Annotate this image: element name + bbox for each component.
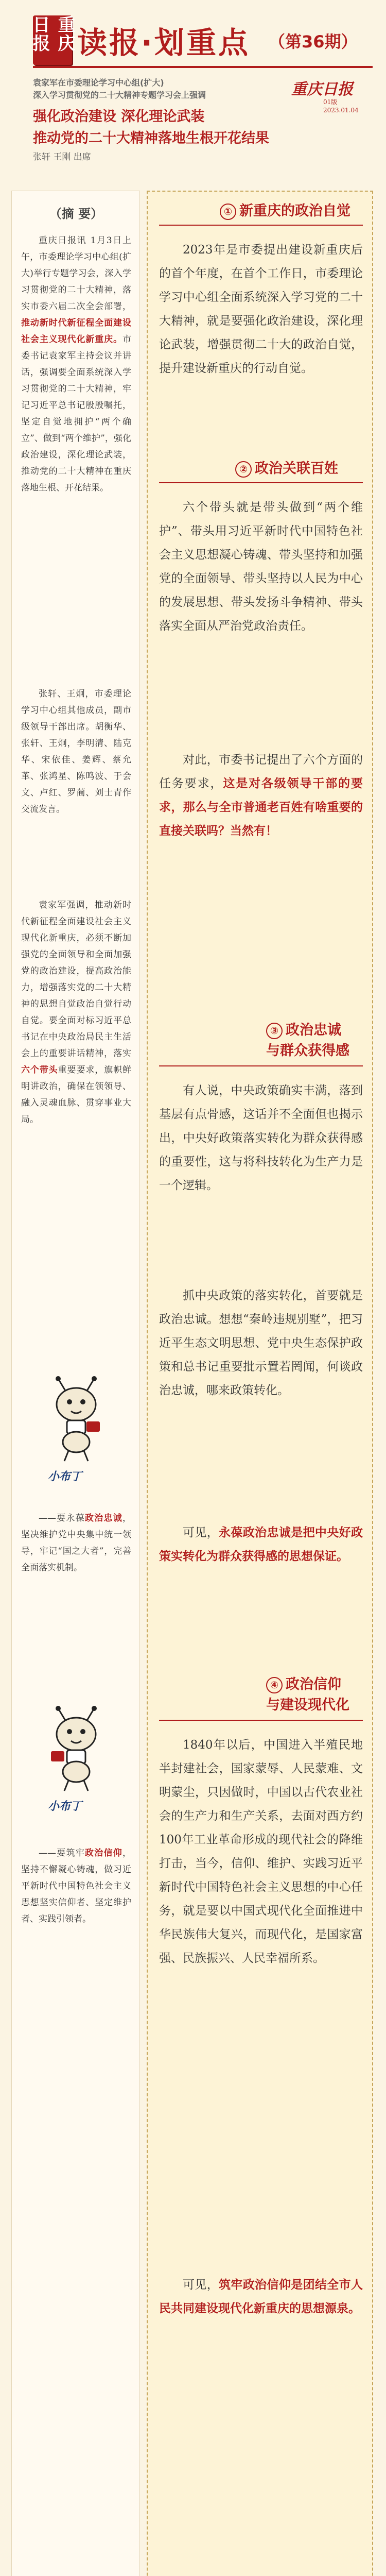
abstract-paragraph	[21, 1845, 131, 1927]
headline-line-2: 推动党的二十大精神落地生根开花结果	[33, 130, 269, 146]
abstract-paragraph	[21, 1510, 131, 1576]
section-divider	[159, 225, 363, 226]
commentary-paragraph	[159, 2273, 363, 2320]
commentary-paragraph	[159, 1079, 363, 1197]
commentary-text: 2023年是市委提出建设新重庆后的首个年度，在首个工作日，市委理论学习中心组全面系统深入学习党的二十大精神，就是要强化政治建设，深化理论武装，增强贯彻二十大的政治自觉，提升建设新重庆的行动自觉。	[159, 243, 363, 375]
kicker-line-2: 深入学习贯彻党的二十大精神专题学习会上强调	[33, 90, 206, 100]
section-title-text: 政治关联百姓	[255, 461, 338, 477]
section-number: ③	[266, 1023, 283, 1039]
commentary-highlight: 这是对各级领导干部的要求，那么与全市普通老百姓有啥重要的直接关联吗？当然有！	[159, 776, 363, 838]
column-logo: 重庆日报	[33, 15, 72, 65]
abstract-paragraph	[21, 232, 131, 496]
headline-line-1: 强化政治建设 深化理论武装	[33, 109, 205, 125]
section-title-4-line-2: 与建设现代化	[266, 1697, 349, 1713]
issue-number: （第36期）	[269, 32, 358, 52]
abstract-highlight: 政治忠诚	[85, 1513, 122, 1523]
commentary-paragraph	[159, 1521, 363, 1568]
commentary-paragraph	[159, 1733, 363, 1970]
mascot-label: 小布丁	[48, 1800, 82, 1813]
commentary-paragraph	[159, 1284, 363, 1402]
abstract-highlight: 推动新时代新征程全面建设社会主义现代化新重庆。	[21, 318, 131, 345]
commentary-column	[147, 191, 373, 2576]
abstract-column	[11, 191, 140, 2576]
abstract-text: 袁家军强调，推动新时代新征程全面建设社会主义现代化新重庆，必须不断加强党的全面领导和全面加强党的政治建设，提高政治能力，增强落实党的二十大精神的思想自觉政治自觉行动自觉。要全面对标习近平总书记在中央政治局民主生活会上的重要讲话精神，落实	[21, 900, 131, 1059]
commentary-highlight: 永葆政治忠诚是把中央好政策实转化为群众获得感的思想保证。	[159, 1526, 363, 1563]
mascot-ant-icon	[38, 1376, 115, 1464]
abstract-title: （摘 要）	[49, 206, 103, 221]
commentary-paragraph	[159, 496, 363, 638]
section-number: ①	[220, 204, 236, 220]
section-title-4	[266, 1675, 341, 1694]
commentary-text: 有人说，中央政策确实丰满，落到基层有点骨感，这话并不全面但也揭示出，中央好政策落实转化为群众获得感的重要性，这与将科技转化为生产力是一个逻辑。	[159, 1084, 363, 1192]
mascot-label: 小布丁	[48, 1470, 82, 1483]
commentary-highlight: 筑牢政治信仰是团结全市人民共同建设现代化新重庆的思想源泉。	[159, 2278, 363, 2315]
section-divider	[159, 482, 363, 483]
section-title-text: 新重庆的政治自觉	[239, 203, 350, 219]
commentary-paragraph	[159, 238, 363, 380]
section-divider	[159, 1065, 363, 1066]
section-number: ②	[235, 461, 252, 478]
section-title-3	[266, 1021, 341, 1040]
commentary-text: 1840年以后，中国进入半殖民地半封建社会，国家蒙辱、人民蒙难、文明蒙尘，只因做时，中国以古代农业社会的生产力和生产关系，去面对西方约100年工业革命形成的现代社会的降维打击，当今，信仰、维护、实践习近平新时代中国特色社会主义思想的中心任务，就是要以中国式现代化全面推进中华民族伟大复兴，而现代化，是国家富强、民族振兴、人民幸福所系。	[159, 1738, 363, 1965]
commentary-text: 对此，市委书记提出了六个方面的任务要求，	[159, 753, 363, 790]
section-title-2	[235, 460, 338, 478]
commentary-text: 六个带头就是带头做到“两个维护”、带头用习近平新时代中国特色社会主义思想凝心铸魂、带头坚持和加强党的全面领导、带头坚持以人民为中心的发展思想、带头发扬斗争精神、带头落实全面从严治党政治责任。	[159, 501, 363, 633]
abstract-text: ，坚决维护党中央集中统一领导，牢记“国之大者”，完善全面落实机制。	[21, 1513, 131, 1573]
header	[0, 0, 386, 185]
section-title-3-line-2: 与群众获得感	[266, 1043, 349, 1059]
commentary-text: 抓中央政策的落实转化，首要就是政治忠诚。想想“秦岭违规别墅”，把习近平生态文明思想、党中央生态保护政策和总书记重要批示置若罔闻，何谈政治忠诚，哪来政策转化。	[159, 1289, 363, 1397]
mascot-ant-icon	[38, 1706, 115, 1793]
abstract-paragraph	[21, 897, 131, 1128]
abstract-paragraph	[21, 686, 131, 818]
kicker-line-1: 袁家军在市委理论学习中心组(扩大)	[33, 78, 164, 88]
abstract-text: 市委书记袁家军主持会议并讲话，强调要全面系统深入学习贯彻党的二十大精神，牢记习近平总书记殷殷嘱托，坚定自觉地拥护“两个确立”、做到“两个维护”，强化政治建设，深化理论武装，推动党的二十大精神在重庆落地生根、开花结果。	[21, 334, 131, 493]
section-divider	[159, 1720, 363, 1721]
byline: 张轩 王刚 出席	[33, 152, 91, 162]
abstract-text: 重要要求，旗帜鲜明讲政治，确保在领领导、融入灵魂血脉、贯穿事业大局。	[21, 1065, 132, 1125]
section-number: ④	[266, 1677, 283, 1693]
abstract-text: ——要永葆	[39, 1513, 85, 1523]
abstract-text: 重庆日报讯 1月3日上午，市委理论学习中心组(扩大)举行专题学习会，深入学习贯彻党的二十大精神，落实市委六届二次全会部署，	[21, 235, 131, 312]
section-title-1	[220, 202, 350, 221]
commentary-text: 可见，	[183, 2278, 219, 2292]
abstract-highlight: 六个带头	[21, 1065, 58, 1075]
newspaper-meta: 01版 2023.01.04	[323, 98, 359, 114]
abstract-text: ——要筑牢	[39, 1848, 85, 1858]
column-title: 读报·划重点	[77, 25, 251, 60]
newspaper-name: 重庆日报	[291, 80, 353, 98]
abstract-highlight: 政治信仰	[85, 1848, 122, 1858]
abstract-text: 张轩、王炯，市委理论学习中心组其他成员，副市级领导干部出席。胡衡华、张轩、王炯，李明清、陆克华、宋依佳、姜辉、蔡允革、张鸿星、陈鸣波、于会文、卢红、罗蔺、刘士青作交流发言。	[21, 689, 131, 815]
commentary-paragraph	[159, 748, 363, 843]
section-title-text: 政治信仰	[286, 1676, 341, 1692]
commentary-text: 可见，	[183, 1526, 219, 1539]
header-divider	[33, 66, 373, 68]
section-title-text: 政治忠诚	[286, 1022, 341, 1038]
abstract-text: ，坚持不懈凝心铸魂，做习近平新时代中国特色社会主义思想坚实信仰者、坚定维护者、实践引领者。	[21, 1848, 131, 1924]
